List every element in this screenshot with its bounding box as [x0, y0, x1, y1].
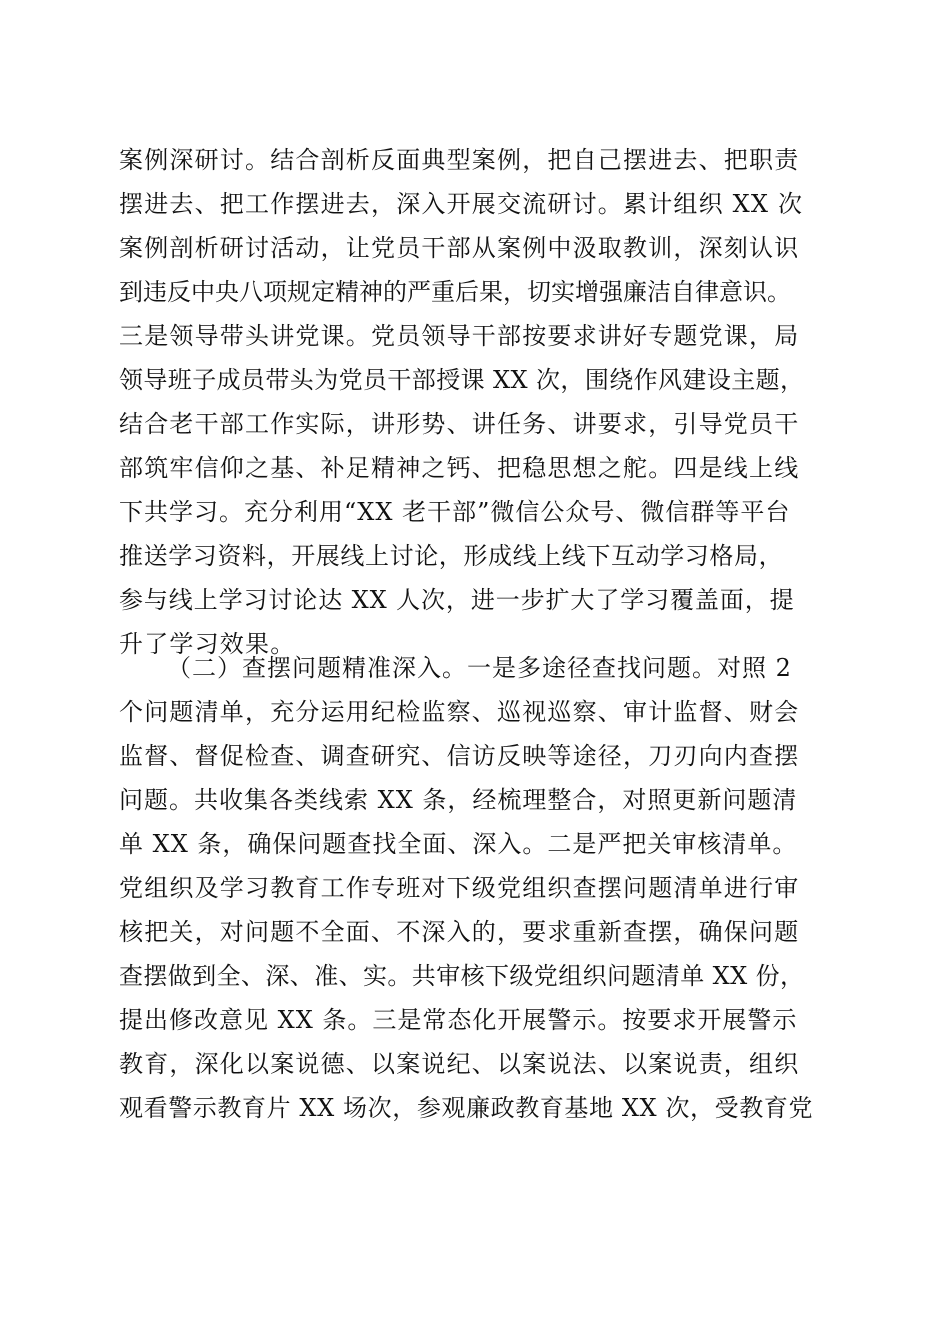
text-line: 升了学习效果。 — [119, 630, 296, 658]
text-line: 三是领导带头讲党课。党员领导干部按要求讲好专题党课，局 — [119, 322, 800, 350]
text-line: 监督、督促检查、调查研究、信访反映等途径，刀刃向内查摆 — [119, 742, 800, 770]
text-line: 党组织及学习教育工作专班对下级党组织查摆问题清单进行审 — [119, 874, 800, 902]
text-line: 结合老干部工作实际，讲形势、讲任务、讲要求，引导党员干 — [119, 410, 800, 438]
text-line: 单 XX 条，确保问题查找全面、深入。二是严把关审核清单。 — [119, 830, 798, 858]
text-line: 个问题清单，充分运用纪检监察、巡视巡察、审计监督、财会 — [119, 698, 800, 726]
text-line: 案例深研讨。结合剖析反面典型案例，把自己摆进去、把职责 — [119, 146, 800, 174]
text-line: 提出修改意见 XX 条。三是常态化开展警示。按要求开展警示 — [119, 1006, 798, 1034]
text-line: 参与线上学习讨论达 XX 人次，进一步扩大了学习覆盖面，提 — [119, 586, 795, 614]
text-line: 查摆做到全、深、准、实。共审核下级党组织问题清单 XX 份， — [119, 962, 805, 990]
text-line: 核把关，对问题不全面、不深入的，要求重新查摆，确保问题 — [119, 918, 800, 946]
text-line: 摆进去、把工作摆进去，深入开展交流研讨。累计组织 XX 次 — [119, 190, 804, 218]
text-line: 领导班子成员带头为党员干部授课 XX 次，围绕作风建设主题， — [119, 366, 805, 394]
text-line: 推送学习资料，开展线上讨论，形成线上线下互动学习格局， — [119, 542, 784, 570]
text-line: 教育，深化以案说德、以案说纪、以案说法、以案说责，组织 — [119, 1050, 800, 1078]
text-line: 部筑牢信仰之基、补足精神之钙、把稳思想之舵。四是线上线 — [119, 454, 800, 482]
paragraph-problem-finding — [119, 646, 835, 1130]
paragraph-case-study — [119, 138, 835, 666]
text-line: 到违反中央八项规定精神的严重后果，切实增强廉洁自律意识。 — [119, 278, 791, 306]
text-line: 观看警示教育片 XX 场次，参观廉政教育基地 XX 次，受教育党 — [119, 1094, 814, 1122]
text-line: 下共学习。充分利用“XX 老干部”微信公众号、微信群等平台 — [119, 498, 791, 526]
text-line: 案例剖析研讨活动，让党员干部从案例中汲取教训，深刻认识 — [119, 234, 800, 262]
text-line: 问题。共收集各类线索 XX 条，经梳理整合，对照更新问题清 — [119, 786, 798, 814]
section-heading-line: （二）查摆问题精准深入。一是多途径查找问题。对照 2 — [167, 654, 792, 682]
